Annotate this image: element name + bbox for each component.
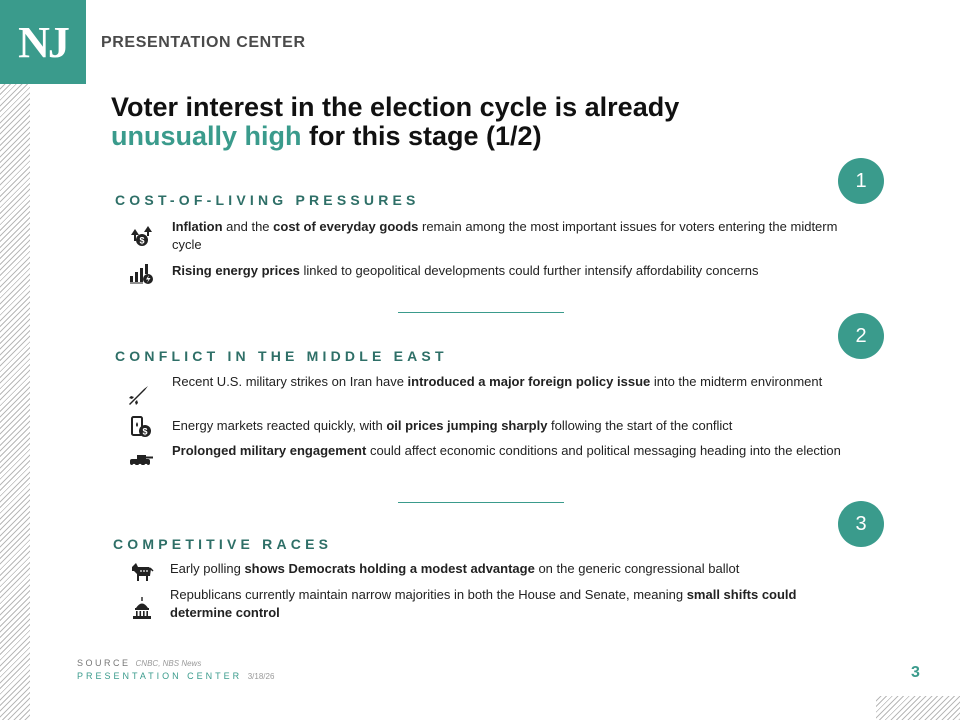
- tank-icon: [128, 446, 154, 472]
- capitol-icon: [129, 596, 155, 622]
- header-label: PRESENTATION CENTER: [101, 34, 306, 51]
- bullet-text: Rising energy prices linked to geopolitical developments could further intensify affordability concerns: [172, 263, 759, 278]
- section-divider: [398, 312, 564, 313]
- bullet-text: Energy markets reacted quickly, with oil prices jumping sharply following the start of the conflict: [172, 418, 733, 433]
- missile-icon: [126, 382, 152, 408]
- inflation-icon: [128, 221, 154, 247]
- source-line: SOURCE CNBC, NBS News: [77, 658, 202, 668]
- bottom-right-hatch-decoration: [876, 696, 960, 720]
- footer-presentation-center: PRESENTATION CENTER 3/18/26: [77, 671, 275, 681]
- page-title: [111, 93, 871, 151]
- donkey-icon: [129, 558, 155, 584]
- oil-price-icon: [128, 414, 154, 440]
- title-rest: for this stage (1/2): [301, 121, 542, 151]
- page-number: 3: [911, 664, 920, 681]
- section-number-badge: 3: [838, 501, 884, 547]
- section-title: COMPETITIVE RACES: [113, 536, 333, 552]
- energy-prices-icon: [128, 260, 154, 286]
- bullet-text: Inflation and the cost of everyday goods remain among the most important issues for voters entering the midterm cycle: [172, 219, 838, 252]
- bullet-text: Republicans currently maintain narrow majorities in both the House and Senate, meaning small shifts could determine control: [170, 587, 797, 620]
- section-divider: [398, 502, 564, 503]
- left-hatch-decoration: [0, 84, 30, 720]
- svg-text:$: $: [142, 426, 148, 437]
- section-number-badge: 2: [838, 313, 884, 359]
- section-title: COST-OF-LIVING PRESSURES: [115, 192, 420, 208]
- section-number-badge: 1: [838, 158, 884, 204]
- bullet-text: Prolonged military engagement could affect economic conditions and political messaging heading into the election: [172, 443, 841, 458]
- bullet-text: Recent U.S. military strikes on Iran have introduced a major foreign policy issue into the midterm environment: [172, 374, 823, 389]
- nj-logo: NJ: [0, 0, 86, 84]
- title-accent: unusually high: [111, 121, 302, 151]
- svg-text:$: $: [139, 235, 145, 246]
- bullet-text: Early polling shows Democrats holding a modest advantage on the generic congressional ballot: [170, 561, 740, 576]
- section-title: CONFLICT IN THE MIDDLE EAST: [115, 348, 448, 364]
- title-line-1: Voter interest in the election cycle is already: [111, 92, 680, 122]
